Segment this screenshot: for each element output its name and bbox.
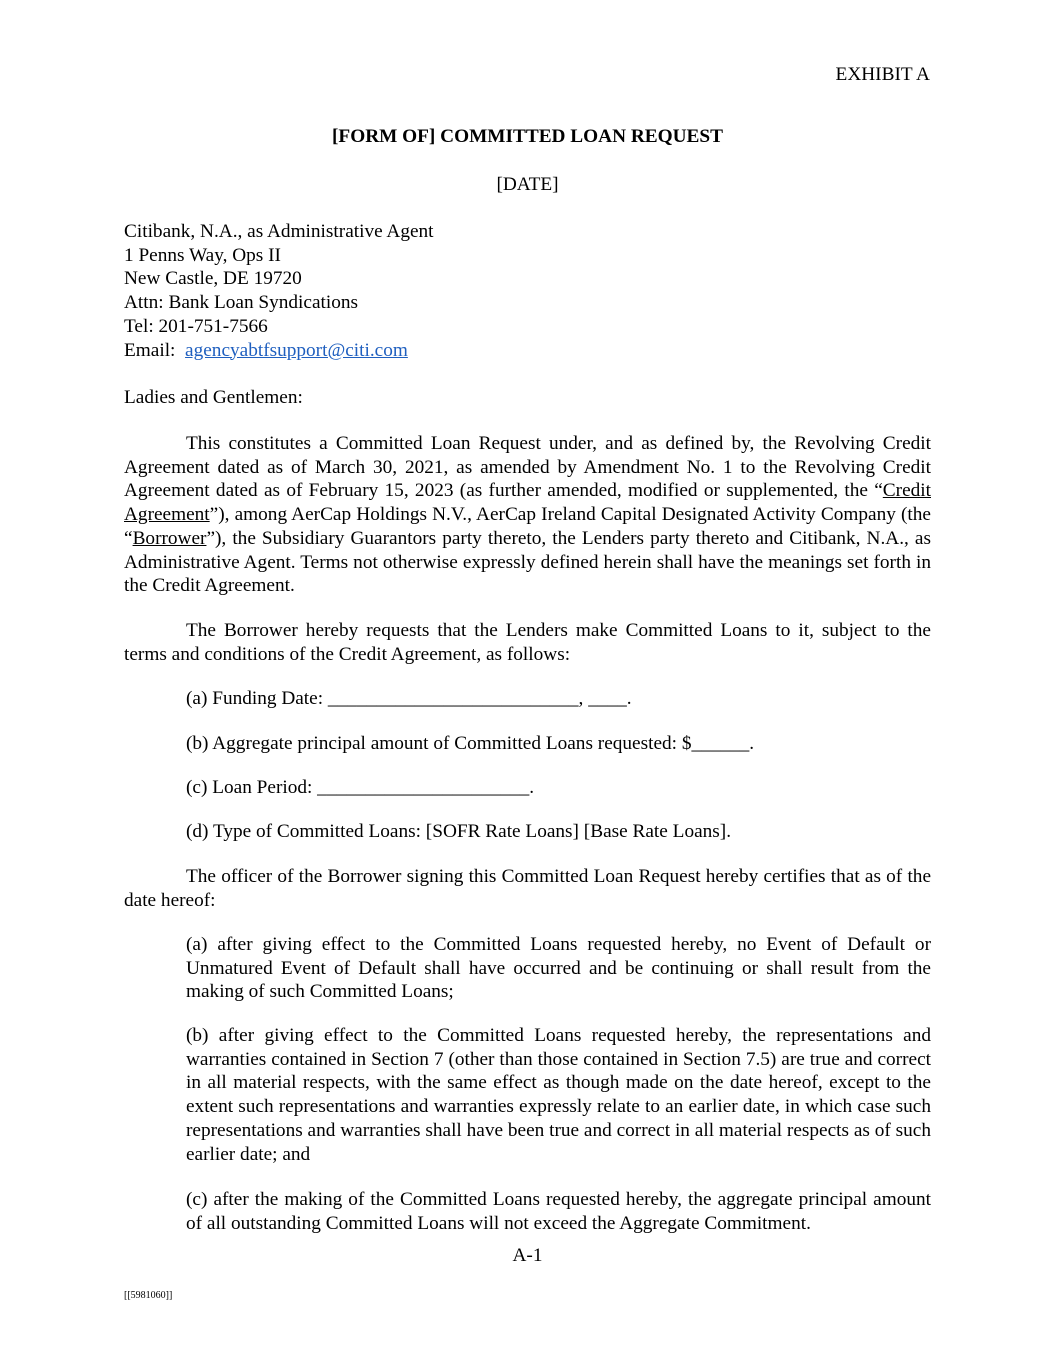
email-label: Email:	[124, 339, 186, 361]
certification-paragraph: The officer of the Borrower signing this Committed Loan Request hereby certifies that as of the date hereof:	[124, 866, 931, 911]
certification-item-b: (b) after giving effect to the Committed Loans requested hereby, the representations and warranties contained in Section 7 (other than those contained in Section 7.5) are true and correct in all material respects, with the same effect as though made on the date hereof, except to the extent such representations and warranties expressly relate to an earlier date, in which case such representations and warranties shall have been true and correct in all material respects as of such earlier date; and	[186, 1025, 931, 1165]
request-item-funding-date: (a) Funding Date: __________________________, ____.	[186, 688, 632, 709]
intro-text-2: ”), among AerCap Holdings N.V., AerCap Ireland Capital Designated Activity Company (the “	[124, 504, 931, 549]
intro-text-3: ”), the Subsidiary Guarantors party thereto, the Lenders party thereto and Citibank, N.A., as Administrative Agent. Terms not otherwise expressly defined herein shall have the meanings set forth in the Credit Agreement.	[124, 527, 931, 597]
email-link[interactable]: agencyabtfsupport@citi.com	[185, 339, 408, 361]
request-paragraph: The Borrower hereby requests that the Lenders make Committed Loans to it, subject to the terms and conditions of the Credit Agreement, as follows:	[124, 620, 931, 665]
request-item-loan-type: (d) Type of Committed Loans: [SOFR Rate Loans] [Base Rate Loans].	[186, 821, 732, 842]
document-title: [FORM OF] COMMITTED LOAN REQUEST	[332, 126, 723, 147]
address-email-line	[124, 339, 434, 363]
document-id: [[5981060]]	[124, 1290, 173, 1301]
intro-paragraph	[124, 432, 931, 598]
recipient-address	[124, 220, 434, 362]
address-tel: Tel: 201-751-7566	[124, 315, 268, 337]
request-item-principal-amount: (b) Aggregate principal amount of Committed Loans requested: $______.	[186, 733, 755, 754]
address-line-1: Citibank, N.A., as Administrative Agent	[124, 221, 434, 242]
address-line-2: 1 Penns Way, Ops II	[124, 244, 281, 266]
certification-item-a: (a) after giving effect to the Committed Loans requested hereby, no Event of Default or Unmatured Event of Default shall have occurred and be continuing or shall result from the making of such Committed Loans;	[186, 934, 931, 1003]
exhibit-label: EXHIBIT A	[835, 64, 930, 85]
borrower-term: Borrower	[132, 527, 207, 549]
document-date: [DATE]	[496, 174, 559, 195]
address-attn: Attn: Bank Loan Syndications	[124, 292, 359, 314]
salutation: Ladies and Gentlemen:	[124, 387, 303, 408]
credit-agreement-term: Credit Agreement	[124, 480, 931, 526]
address-line-3: New Castle, DE 19720	[124, 268, 302, 290]
intro-text-1: This constitutes a Committed Loan Request under, and as defined by, the Revolving Credit Agreement dated as of March 30, 2021, as amended by Amendment No. 1 to the Revolving Credit Agreement dated as of February 15, 2023 (as further amended, modified or supplemented, the “	[124, 433, 931, 502]
page-number: A-1	[512, 1245, 543, 1266]
certification-item-c: (c) after the making of the Committed Loans requested hereby, the aggregate principal amount of all outstanding Committed Loans will not exceed the Aggregate Commitment.	[186, 1189, 931, 1234]
request-item-loan-period: (c) Loan Period: ______________________.	[186, 777, 535, 798]
